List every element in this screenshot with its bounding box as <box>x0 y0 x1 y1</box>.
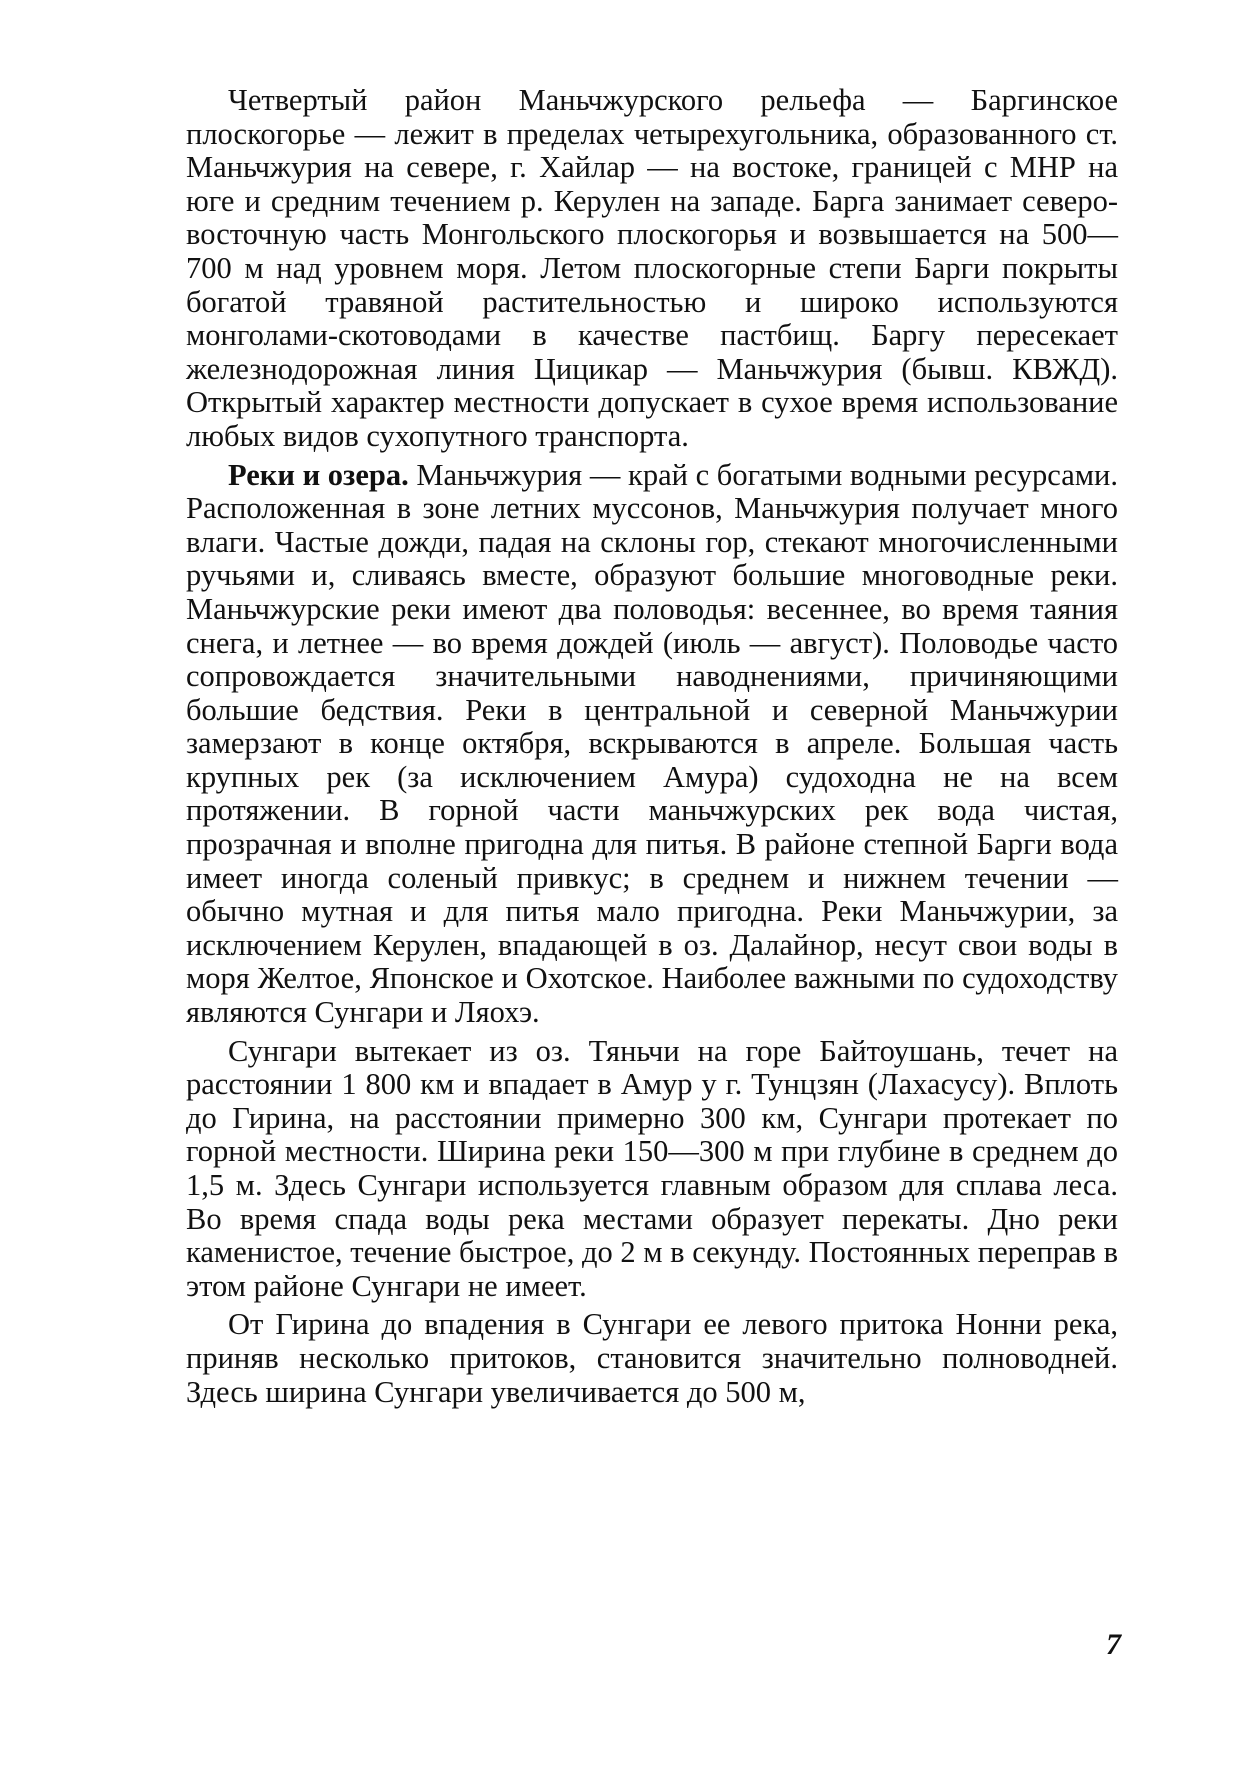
paragraph-text: Сунгари вытекает из оз. Тяньчи на горе Байтоушань, течет на расстоянии 1 800 км и впадает в Амур у г. Тунцзян (Лахасусу). Вплоть до Гирина, на расстоянии примерно 300 км, Сунгари протекает по горной местности. Ширина реки 150—300 м при глубине в среднем до 1,5 м. Здесь Сунгари используется главным образом для сплава леса. Во время спада воды река местами образует перекаты. Дно реки каменистое, течение быстрое, до 2 м в секунду. Постоянных переправ в этом районе Сунгари не имеет. <box>186 1033 1118 1303</box>
page-number: 7 <box>1106 1628 1121 1661</box>
paragraph-barga-plateau <box>186 84 1118 454</box>
paragraph-text: Маньчжурия — край с богатыми водными ресурсами. Расположенная в зоне летних муссонов, Маньчжурия получает много влаги. Частые дожди, падая на склоны гор, стекают многочисленными ручьями и, сливаясь вместе, образуют большие многоводные реки. Маньчжурские реки имеют два половодья: весеннее, во время таяния снега, и летнее — во время дождей (июль — август). Половодье часто сопровождается значительными наводнениями, причиняющими большие бедствия. Реки в центральной и северной Маньчжурии замерзают в конце октября, вскрываются в апреле. Большая часть крупных рек (за исключением Амура) судоходна не на всем протяжении. В горной части маньчжурских рек вода чистая, прозрачная и вполне пригодна для питья. В районе степной Барги вода имеет иногда соленый привкус; в среднем и нижнем течении — обычно мутная и для питья мало пригодна. Реки Маньчжурии, за исключением Керулен, впадающей в оз. Далайнор, несут свои воды в моря Желтое, Японское и Охотское. Наиболее важными по судоходству являются Сунгари и Ляохэ. <box>186 457 1118 1030</box>
paragraph-sungari-upper <box>186 1035 1118 1304</box>
section-run-in-heading: Реки и озера. <box>228 457 409 492</box>
paragraph-text: От Гирина до впадения в Сунгари ее левого притока Нонни река, приняв несколько притоков, становится значительно полноводней. Здесь ширина Сунгари увеличивается до 500 м, <box>186 1307 1118 1409</box>
paragraph-text: Четвертый район Маньчжурского рельефа — Баргинское плоскогорье — лежит в пределах четырехугольника, образованного ст. Маньчжурия на севере, г. Хайлар — на востоке, границей с МНР на юге и средним течением р. Керулен на западе. Барга занимает северо-восточную часть Монгольского плоскогорья и возвышается на 500—700 м над уровнем моря. Летом плоскогорные степи Барги покрыты богатой травяной растительностью и широко используются монголами-скотоводами в качестве пастбищ. Баргу пересекает железнодорожная линия Цицикар — Маньчжурия (бывш. КВЖД). Открытый характер местности допускает в сухое время использование любых видов сухопутного транспорта. <box>186 83 1118 453</box>
paragraph-sungari-middle <box>186 1308 1118 1409</box>
paragraph-rivers-and-lakes <box>186 459 1118 1030</box>
page-body <box>186 84 1118 1414</box>
